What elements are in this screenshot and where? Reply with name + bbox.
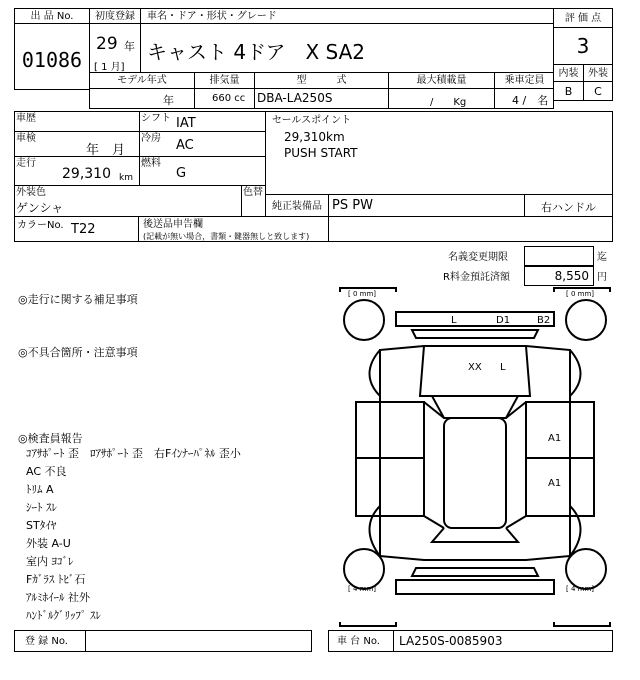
inspection-label: 車検 <box>16 133 36 144</box>
exterior-color-value: ゲンシャ <box>16 201 64 215</box>
exterior-grade: C <box>594 85 602 98</box>
inspector-report-label: ◎検査員報告 <box>18 432 83 445</box>
score-value: 3 <box>576 34 590 58</box>
first-reg-month: [ 1 月] <box>94 62 125 73</box>
car-name-cell <box>140 23 554 73</box>
sales-point-2: PUSH START <box>284 146 358 160</box>
max-load-value: / Kg <box>430 97 467 108</box>
exterior-grade-cell <box>583 81 613 101</box>
reg-no-cell <box>14 630 312 652</box>
car-name: キャスト 4ドア X SA2 <box>147 40 366 64</box>
defect-notes-label: ◎不具合箇所・注意事項 <box>18 346 138 359</box>
lot-number: 01086 <box>21 48 83 72</box>
recycle-unit: 円 <box>597 272 607 283</box>
chassis-label: 車 台 No. <box>337 636 380 647</box>
capacity-value: 4 / 名 <box>512 94 549 107</box>
chassis-no: LA250S-0085903 <box>399 634 503 648</box>
capacity-label: 乗車定員 <box>504 75 545 86</box>
interior-grade: B <box>564 85 573 98</box>
score-label-cell <box>553 8 613 28</box>
inspector-line: ｱﾙﾐﾎｲｰﾙ 社外 <box>26 591 90 604</box>
inspector-line: 室内 ﾖｺﾞﾚ <box>26 555 74 568</box>
tire-front-right <box>566 300 606 340</box>
inspector-line: AC 不良 <box>26 465 67 478</box>
sales-point-cell <box>265 111 613 195</box>
equipment-cell <box>265 194 525 217</box>
name-change-label: 名義変更期限 <box>448 252 508 263</box>
damage-mark: B2 <box>537 315 551 326</box>
exterior-color-label: 外装色 <box>16 187 46 198</box>
damage-mark: A1 <box>548 478 562 489</box>
first-reg-cell <box>89 23 141 73</box>
shift-label: シフト <box>141 113 171 124</box>
sales-point-1: 29,310km <box>284 130 345 144</box>
running-notes-label: ◎走行に関する補足事項 <box>18 293 138 306</box>
first-reg-year-unit: 年 <box>124 40 135 53</box>
steering-value: 右ハンドル <box>541 201 596 214</box>
damage-mark: XX <box>468 362 482 373</box>
recycle-box <box>524 266 594 286</box>
exterior-label: 外装 <box>588 68 608 79</box>
color-no-value: T22 <box>71 222 96 237</box>
lot-number-cell <box>14 23 90 90</box>
inspection-value: 年 月 <box>86 143 126 158</box>
mileage-label: 走行 <box>16 158 36 169</box>
diagram-corner-label-tr: [ 0 mm] <box>566 290 595 298</box>
interior-label: 内装 <box>558 68 579 79</box>
first-reg-label: 初度登録 <box>95 11 135 22</box>
diagram-corner-label-tl: [ 0 mm] <box>348 290 377 298</box>
first-reg-year: 29 <box>96 34 118 54</box>
interior-label-cell <box>553 64 584 82</box>
inspector-line: ｺｱｻﾎﾟｰﾄ 歪 ﾛｱｻﾎﾟｰﾄ 歪 右Fｲﾝﾅｰﾊﾟﾈﾙ 歪小 <box>26 447 241 460</box>
reg-no-label: 登 録 No. <box>25 636 68 647</box>
damage-mark: A1 <box>548 433 562 444</box>
inspector-line: STﾀｲﾔ <box>26 519 57 532</box>
type-value: DBA-LA250S <box>257 91 333 105</box>
inspector-line: 外装 A-U <box>26 537 71 550</box>
equipment-label: 純正装備品 <box>272 201 322 212</box>
car-label: 車名・ドア・形状・グレード <box>147 11 277 22</box>
recycle-label: R料金預託済額 <box>443 272 510 283</box>
repaint-label: 色替 <box>243 187 263 198</box>
displacement-label: 排気量 <box>209 75 240 86</box>
equipment-value: PS PW <box>332 198 373 213</box>
max-load-label: 最大積載量 <box>416 75 467 86</box>
sales-point-label: セールスポイント <box>272 115 352 126</box>
history-label: 車歴 <box>16 113 36 124</box>
score-label: 評 価 点 <box>564 13 602 24</box>
diagram-corner-label-bl: [ 4 mm] <box>348 585 377 593</box>
fuel-label: 燃料 <box>141 158 161 169</box>
blank-cell <box>328 216 613 242</box>
exterior-label-cell <box>583 64 613 82</box>
damage-mark: L <box>500 362 506 373</box>
car-label-cell <box>140 8 554 24</box>
lot-label-cell <box>14 8 90 24</box>
inspector-line: ﾄﾘﾑ A <box>26 483 54 496</box>
mileage-unit: km <box>119 173 133 183</box>
lot-label: 出 品 No. <box>30 11 74 22</box>
color-no-cell <box>14 216 139 242</box>
docs-note: (記載が無い場合，書類・鍵器無しと致します) <box>143 232 310 241</box>
recycle-amount: 8,550 <box>554 269 589 283</box>
docs-label: 後送品申告欄 <box>143 219 203 230</box>
name-change-box <box>524 246 594 266</box>
inspector-line: ﾊﾝﾄﾞﾙｸﾞﾘｯﾌﾟ ｽﾚ <box>26 609 101 622</box>
shift-value: IAT <box>176 116 196 131</box>
color-no-label: カラーNo. <box>17 220 64 231</box>
mileage-value: 29,310 <box>62 166 111 182</box>
steering-cell <box>524 194 613 217</box>
model-year-unit: 年 <box>163 94 174 107</box>
model-year-label: モデル年式 <box>117 75 167 86</box>
damage-mark: L <box>451 315 457 326</box>
score-cell <box>553 27 613 65</box>
tire-front-left <box>344 300 384 340</box>
damage-mark: D1 <box>496 315 511 326</box>
inspector-line: Fｶﾞﾗｽ ﾄﾋﾞ石 <box>26 573 86 586</box>
displacement-value: 660 cc <box>212 93 246 104</box>
name-change-unit: 迄 <box>597 252 607 263</box>
first-reg-label-cell <box>89 8 141 24</box>
ac-value: AC <box>176 138 194 153</box>
inspector-line: ｼｰﾄ ｽﾚ <box>26 501 57 514</box>
diagram-corner-label-br: [ 4 mm] <box>566 585 595 593</box>
docs-cell <box>138 216 329 242</box>
interior-grade-cell <box>553 81 584 101</box>
car-damage-diagram <box>336 286 614 628</box>
type-label: 型 式 <box>296 75 347 86</box>
chassis-cell <box>328 630 613 652</box>
fuel-value: G <box>176 166 187 181</box>
ac-label: 冷房 <box>141 133 161 144</box>
